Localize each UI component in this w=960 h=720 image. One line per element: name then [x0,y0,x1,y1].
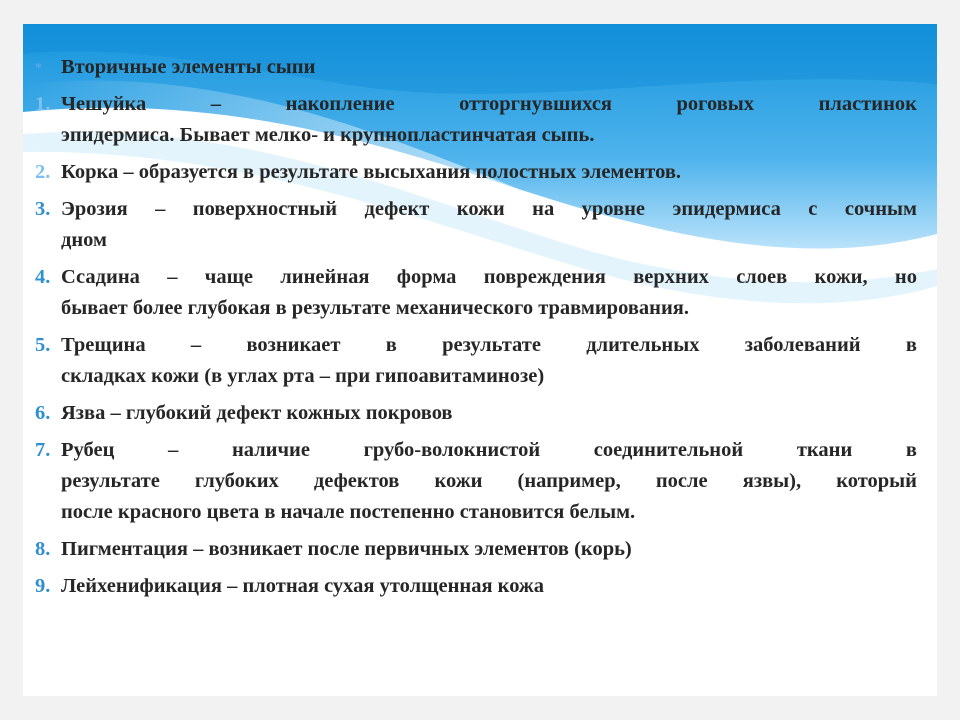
list-item [35,435,917,528]
list-item [35,262,917,324]
list-item-line: Корка – образуется в результате высыхания полостных элементов. [61,161,682,183]
list-item-line: бывает более глубокая в результате механического травмирования. [61,297,689,319]
list-item-line: Лейхенификация – плотная сухая утолщенная кожа [61,575,545,597]
list-item-line: результате глубоких дефектов кожи (например, после язвы), который [61,470,917,492]
slide [23,24,937,696]
list-item-text [61,330,917,392]
list-item-text [61,157,917,188]
list-item-line: эпидермиса. Бывает мелко- и крупнопластинчатая сыпь. [61,124,595,146]
list-item-text [61,534,917,565]
list-item-line: Эрозия – поверхностный дефект кожи на уровне эпидермиса с сочным [61,198,917,220]
list-item-line: Чешуйка – накопление отторгнувшихся роговых пластинок [61,93,917,115]
list-item-line: Рубец – наличие грубо-волокнистой соединительной ткани в [61,439,917,461]
list-item [35,571,917,602]
list-item-number: 7. [35,439,51,461]
list-item [35,534,917,565]
slide-heading: Вторичные элементы сыпи [61,56,316,78]
list-item-number: 8. [35,538,51,560]
list-item-line: складках кожи (в углах рта – при гипоавитаминозе) [61,365,545,387]
list-item [35,89,917,151]
list-item-line: Язва – глубокий дефект кожных покровов [61,402,453,424]
list-item-number: 3. [35,198,51,220]
list-item [35,330,917,392]
heading-line [35,52,917,83]
list-item-text [61,262,917,324]
list-item-text [61,89,917,151]
list-item-number: 2. [35,161,51,183]
list-item-number: 9. [35,575,51,597]
list-item-text [61,435,917,528]
list-item [35,194,917,256]
list-item-line: Трещина – возникает в результате длительных заболеваний в [61,334,917,356]
list-item [35,398,917,429]
list-item-number: 4. [35,266,51,288]
slide-body [35,52,917,602]
list-item-number: 1. [35,93,51,115]
list-item-text [61,571,917,602]
list-item-line: после красного цвета в начале постепенно становится белым. [61,501,636,523]
list-item-line: Пигментация – возникает после первичных элементов (корь) [61,538,632,560]
list-item-number: 5. [35,334,51,356]
list-item-line: дном [61,229,108,251]
bullet-icon: * [35,61,42,76]
list-item-number: 6. [35,402,51,424]
list-item [35,157,917,188]
list-item-text [61,194,917,256]
list-item-text [61,398,917,429]
list-item-line: Ссадина – чаще линейная форма повреждения верхних слоев кожи, но [61,266,917,288]
